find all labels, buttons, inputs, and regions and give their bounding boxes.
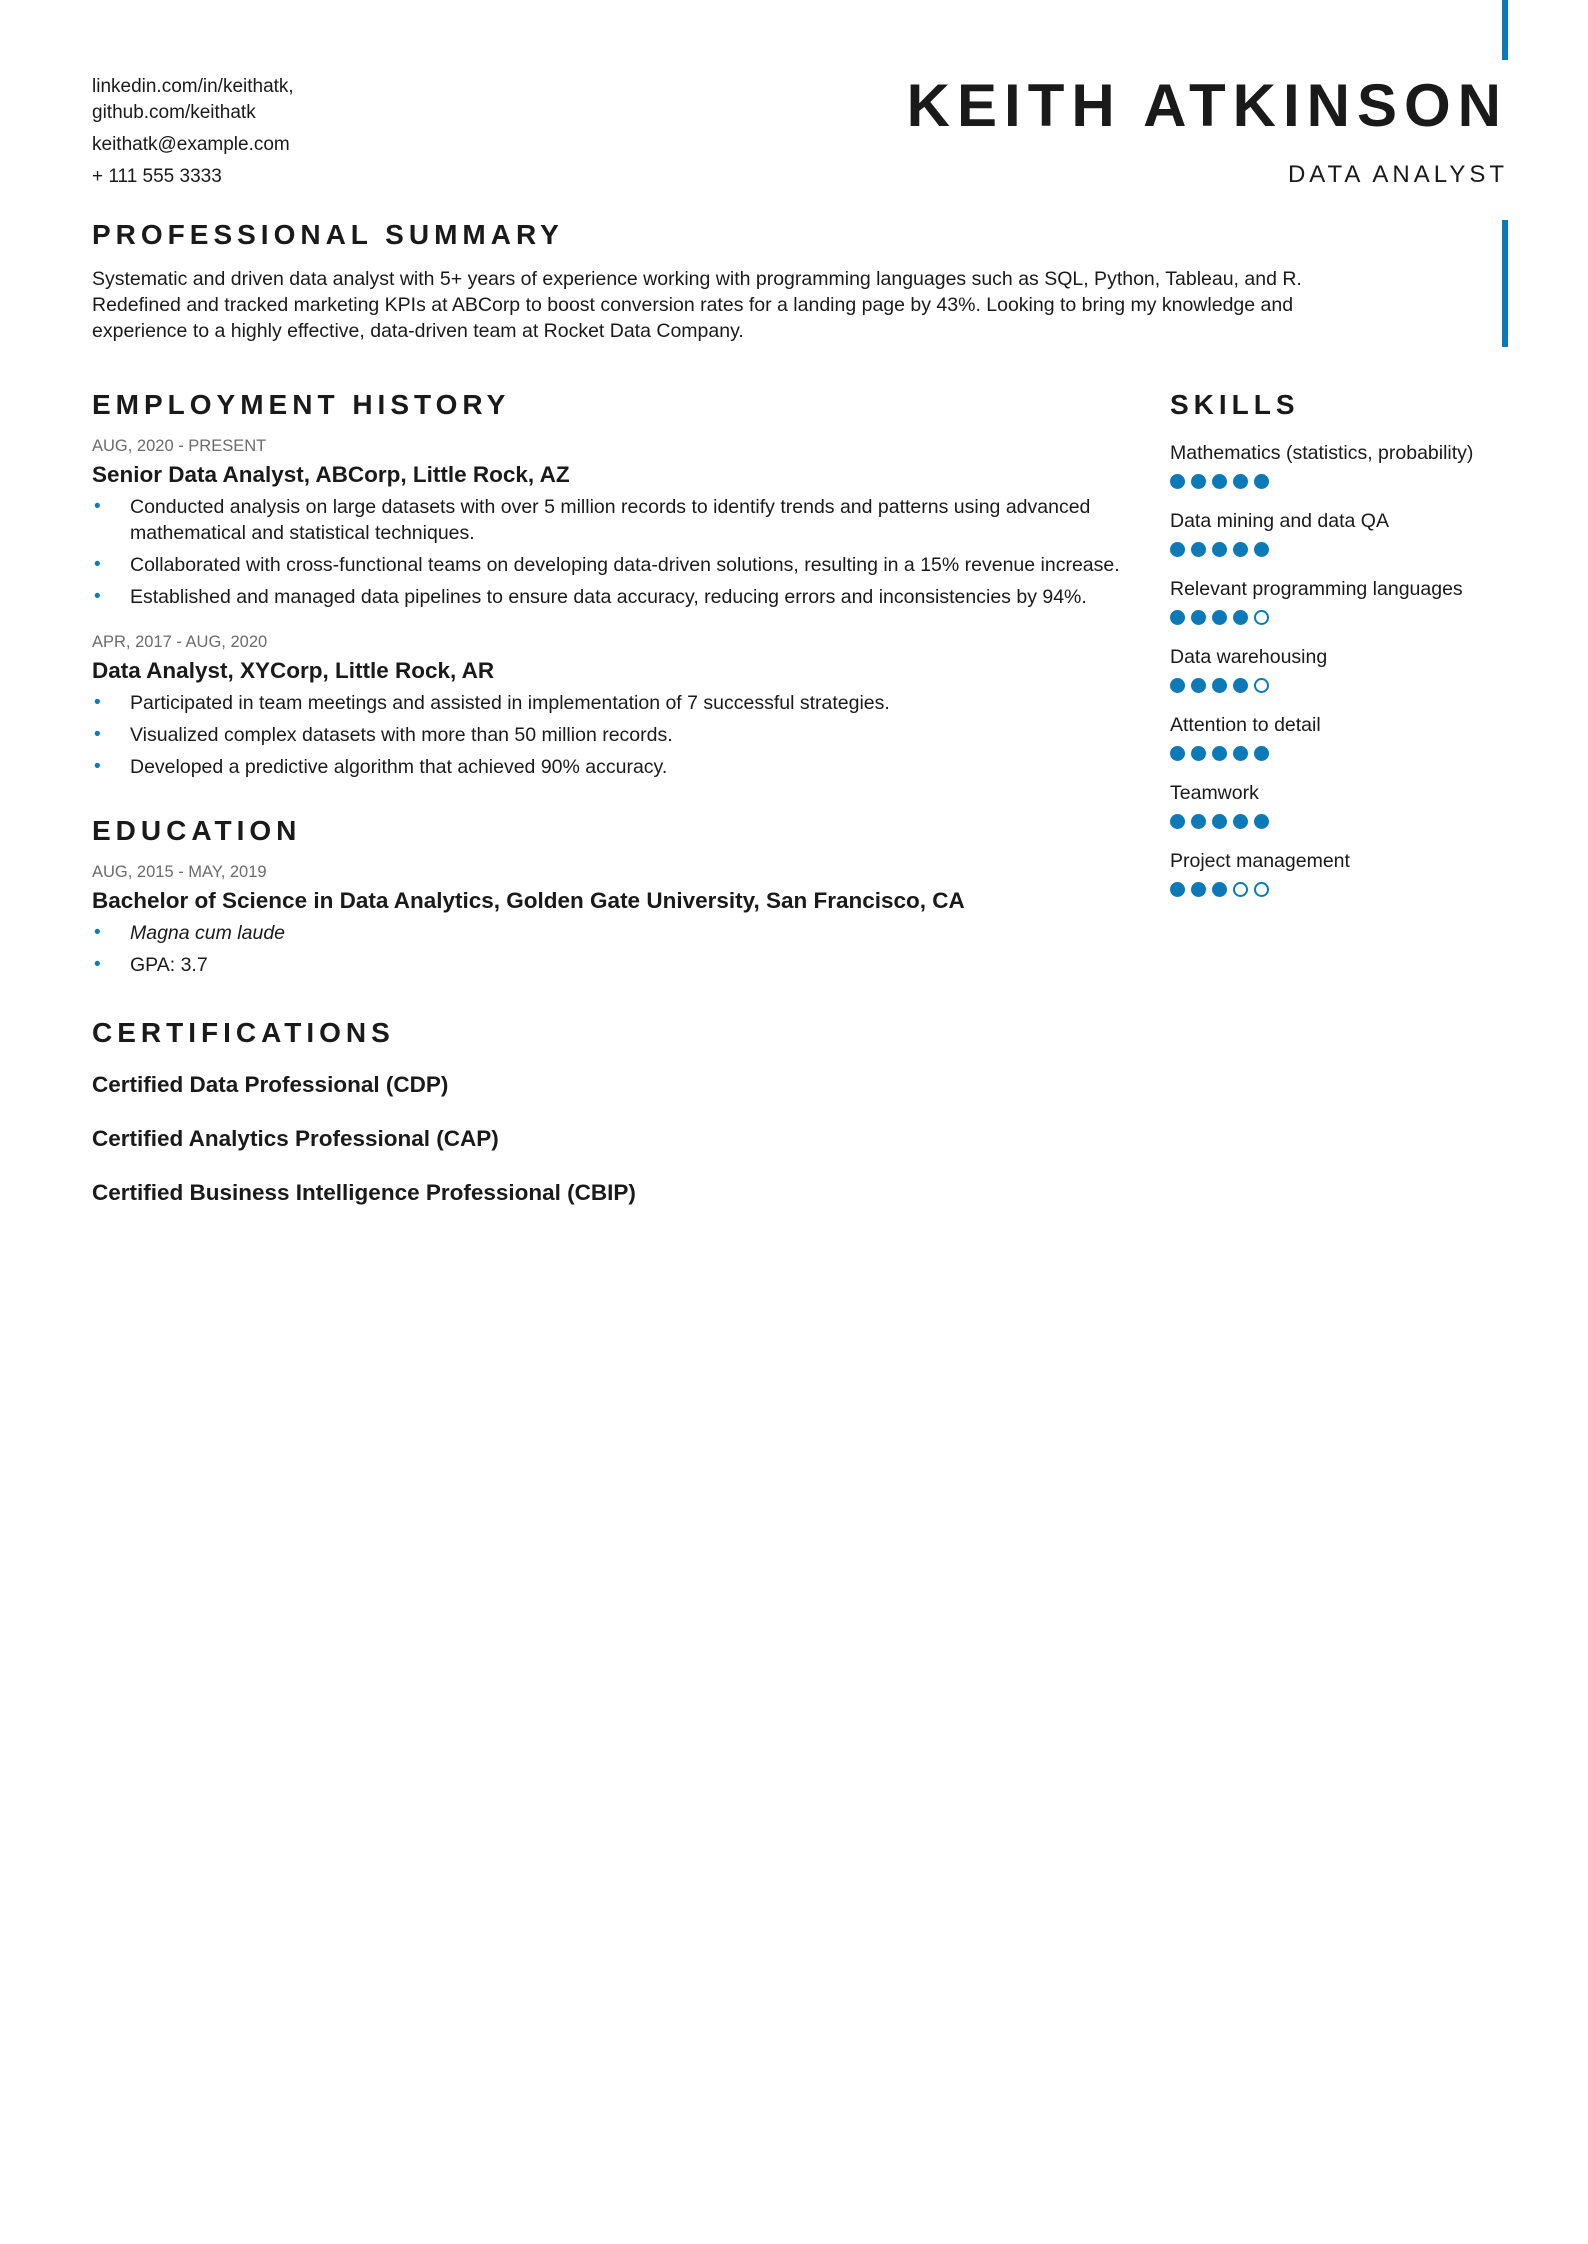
certifications-section [92,1016,1102,1208]
filled-circle-icon [1212,474,1227,489]
empty-circle-icon [1254,882,1269,897]
filled-circle-icon [1191,814,1206,829]
skill-name: Teamwork [1170,782,1259,804]
bullet-text: Developed a predictive algorithm that achieved 90% accuracy. [130,756,668,778]
filled-circle-icon [1170,814,1185,829]
list-item [92,494,1170,546]
certification-item: Certified Business Intelligence Professional (CBIP) [92,1180,636,1205]
filled-circle-icon [1212,882,1227,897]
certification-item: Certified Data Professional (CDP) [92,1072,449,1097]
skill-item [1170,712,1510,762]
filled-circle-icon [1191,882,1206,897]
job-dates: APR, 2017 - AUG, 2020 [92,633,268,651]
candidate-title: DATA ANALYST [1287,161,1508,188]
bullet-dot-icon: • [94,586,101,607]
list-item [92,690,1170,716]
gpa-text: GPA: 3.7 [130,954,208,976]
filled-circle-icon [1212,542,1227,557]
education-bullets [92,920,1102,978]
job-list [92,436,1120,780]
skill-name: Attention to detail [1170,714,1321,736]
bullet-text: Collaborated with cross-functional teams on developing data-driven solutions, resulting in a 15% revenue increase. [130,554,1120,576]
job-entry [92,436,1120,610]
skill-rating [1170,474,1510,490]
summary-heading: PROFESSIONAL SUMMARY [92,219,564,250]
empty-circle-icon [1254,678,1269,693]
profiles-link-line-1[interactable]: linkedin.com/in/keithatk, [92,76,294,97]
email-link[interactable]: keithatk@example.com [92,134,290,155]
bullet-text: Established and managed data pipelines to ensure data accuracy, reducing errors and inconsistencies by 94%. [130,586,1087,608]
sidebar-column [1170,388,1510,898]
filled-circle-icon [1254,814,1269,829]
skill-item [1170,576,1510,626]
bullet-dot-icon: • [94,922,101,943]
certification-item: Certified Analytics Professional (CAP) [92,1126,499,1151]
job-entry [92,632,1102,780]
list-item [92,920,1170,946]
skill-name: Mathematics (statistics, probability) [1170,442,1474,464]
bullet-dot-icon: • [94,756,101,777]
bullet-dot-icon: • [94,496,101,517]
filled-circle-icon [1233,542,1248,557]
list-item [92,754,1170,780]
contact-info [92,74,512,190]
filled-circle-icon [1191,746,1206,761]
list-item [92,722,1170,748]
bullet-text: Visualized complex datasets with more than 50 million records. [130,724,673,746]
skill-item [1170,508,1510,558]
honors-text: Magna cum laude [130,922,286,944]
filled-circle-icon [1212,678,1227,693]
list-item [92,584,1170,610]
filled-circle-icon [1170,610,1185,625]
skill-rating [1170,542,1510,558]
filled-circle-icon [1212,610,1227,625]
filled-circle-icon [1170,678,1185,693]
skill-item [1170,644,1510,694]
bullet-dot-icon: • [94,692,101,713]
employment-heading: EMPLOYMENT HISTORY [92,389,511,420]
skill-item [1170,848,1510,898]
skill-rating [1170,678,1510,694]
empty-circle-icon [1254,610,1269,625]
skills-heading: SKILLS [1170,389,1300,420]
filled-circle-icon [1254,542,1269,557]
job-dates: AUG, 2020 - PRESENT [92,437,267,455]
job-title: Data Analyst, XYCorp, Little Rock, AR [92,658,495,683]
filled-circle-icon [1233,746,1248,761]
profiles-link-line-2[interactable]: github.com/keithatk [92,102,256,123]
employment-section [92,388,1120,780]
bullet-dot-icon: • [94,554,101,575]
filled-circle-icon [1191,474,1206,489]
list-item [92,952,1170,978]
summary-section [92,218,1402,344]
education-degree: Bachelor of Science in Data Analytics, Golden Gate University, San Francisco, CA [92,888,965,913]
filled-circle-icon [1233,814,1248,829]
bullet-dot-icon: • [94,954,101,975]
skill-rating [1170,746,1510,762]
filled-circle-icon [1233,678,1248,693]
filled-circle-icon [1170,474,1185,489]
accent-bar-top [1502,0,1508,60]
skills-list [1170,440,1510,898]
certifications-heading: CERTIFICATIONS [92,1017,395,1048]
main-column [92,388,1120,1208]
phone-number: + 111 555 3333 [92,166,222,187]
job-bullets [92,494,1120,610]
filled-circle-icon [1170,746,1185,761]
skill-item [1170,440,1510,490]
skill-name: Data mining and data QA [1170,510,1389,532]
filled-circle-icon [1254,746,1269,761]
job-bullets [92,690,1102,780]
filled-circle-icon [1233,610,1248,625]
bullet-text: Participated in team meetings and assisted in implementation of 7 successful strategies. [130,692,890,714]
filled-circle-icon [1170,542,1185,557]
empty-circle-icon [1233,882,1248,897]
filled-circle-icon [1212,746,1227,761]
filled-circle-icon [1212,814,1227,829]
skill-rating [1170,814,1510,830]
filled-circle-icon [1233,474,1248,489]
skill-name: Relevant programming languages [1170,578,1463,600]
filled-circle-icon [1170,882,1185,897]
skill-name: Data warehousing [1170,646,1328,668]
skill-item [1170,780,1510,830]
filled-circle-icon [1191,542,1206,557]
bullet-dot-icon: • [94,724,101,745]
education-section [92,814,1102,978]
skill-rating [1170,882,1510,898]
list-item [92,552,1170,578]
summary-text: Systematic and driven data analyst with 5+ years of experience working with programming languages such as SQL, Python, Tableau, and R. Redefined and tracked marketing KPIs at ABCorp to boost conversion rates for a landing page by 43%. Looking to bring my knowledge and experience to a highly effective, data-driven team at Rocket Data Company. [92,268,1302,342]
filled-circle-icon [1254,474,1269,489]
education-dates: AUG, 2015 - MAY, 2019 [92,863,267,881]
filled-circle-icon [1191,678,1206,693]
bullet-text: Conducted analysis on large datasets with over 5 million records to identify trends and patterns using advanced mathematical and statistical techniques. [130,496,1091,544]
accent-bar-summary [1502,220,1508,347]
filled-circle-icon [1191,610,1206,625]
skill-rating [1170,610,1510,626]
education-heading: EDUCATION [92,815,302,846]
candidate-name: KEITH ATKINSON [906,72,1508,139]
job-title: Senior Data Analyst, ABCorp, Little Rock, AZ [92,462,570,487]
skill-name: Project management [1170,850,1350,872]
